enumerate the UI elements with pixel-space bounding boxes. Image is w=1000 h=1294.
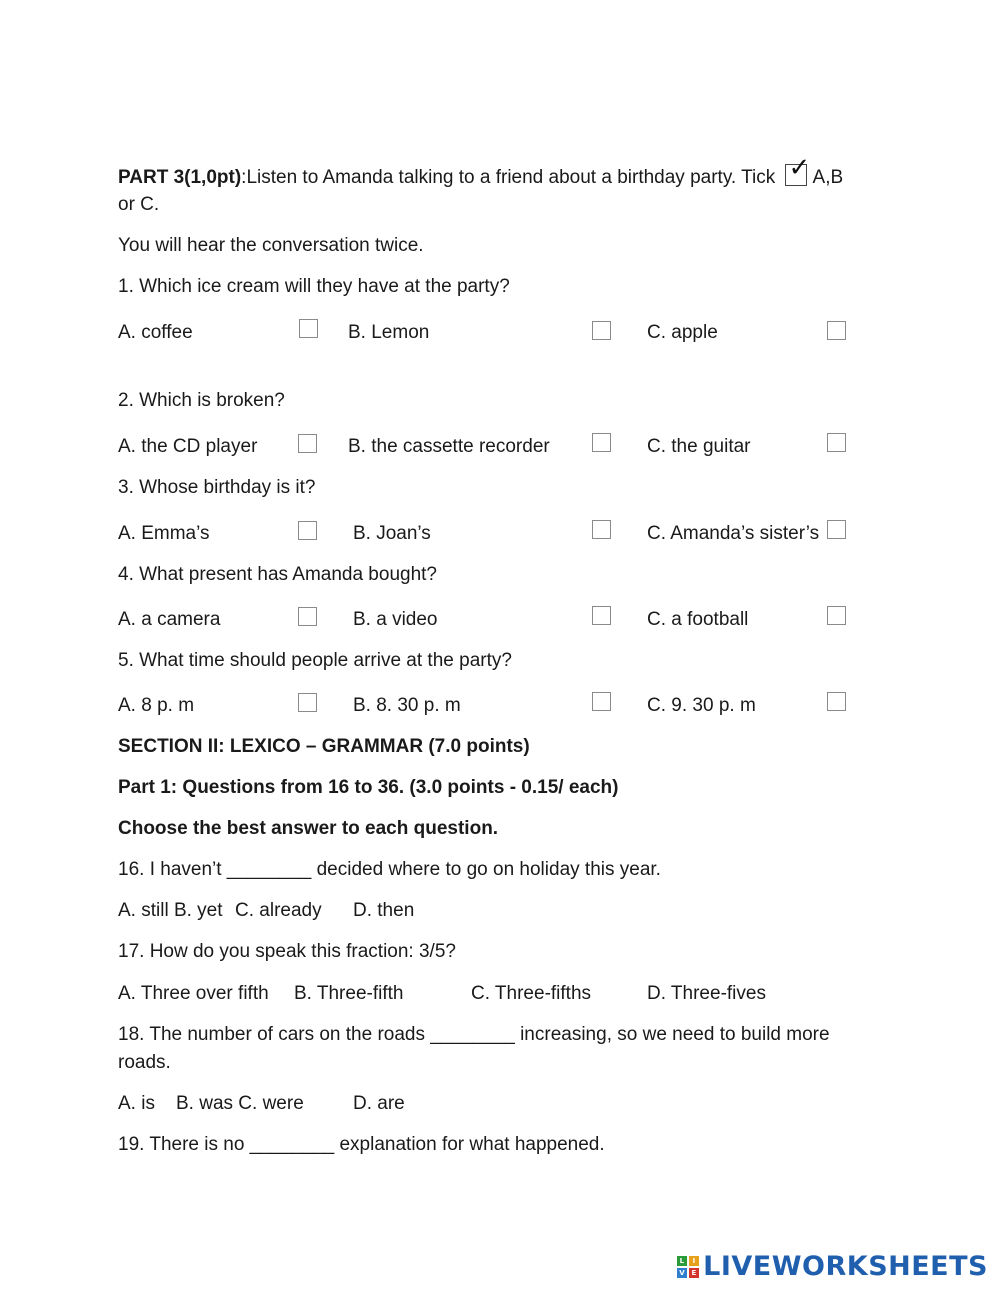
q3-option-b: B. Joan’s: [353, 523, 431, 544]
question-2: 2. Which is broken?: [118, 390, 285, 411]
logo-letter: V: [677, 1268, 687, 1278]
question-18-wrap: roads.: [118, 1052, 171, 1073]
q3-checkbox-a[interactable]: [298, 521, 317, 540]
q16-option-d: D. then: [353, 900, 415, 921]
question-4: 4. What present has Amanda bought?: [118, 564, 437, 585]
section2-title: SECTION II: LEXICO – GRAMMAR (7.0 points): [118, 736, 530, 757]
question-19: 19. There is no ________ explanation for what happened.: [118, 1134, 605, 1155]
q5-option-a: A. 8 p. m: [118, 695, 195, 716]
q4-option-b: B. a video: [353, 609, 438, 630]
q2-option-b: B. the cassette recorder: [348, 436, 550, 457]
check-icon: ✓: [788, 152, 811, 182]
q4-option-a: A. a camera: [118, 609, 221, 630]
part3-instruction: [118, 152, 844, 191]
section2-instruction: Choose the best answer to each question.: [118, 818, 499, 839]
logo-text: LIVEWORKSHEETS: [703, 1251, 988, 1282]
q18-options-bc: B. was C. were: [176, 1093, 304, 1114]
section2-part1: Part 1: Questions from 16 to 36. (3.0 points - 0.15/ each): [118, 777, 619, 798]
q17-option-a: A. Three over fifth: [118, 983, 269, 1004]
q16-option-c: C. already: [235, 900, 322, 921]
question-1: 1. Which ice cream will they have at the party?: [118, 276, 510, 297]
question-17: 17. How do you speak this fraction: 3/5?: [118, 941, 456, 962]
q2-checkbox-c[interactable]: [827, 433, 846, 452]
q4-option-c: C. a football: [647, 609, 749, 630]
q16-options-ab: A. still B. yet: [118, 900, 223, 921]
q5-checkbox-a[interactable]: [298, 693, 317, 712]
q1-option-b: B. Lemon: [348, 322, 430, 343]
question-16: 16. I haven’t ________ decided where to go on holiday this year.: [118, 859, 661, 880]
part3-instruction-end: A,B: [812, 167, 844, 188]
logo-icon: [677, 1256, 699, 1278]
tick-box-icon: [785, 152, 811, 186]
question-3: 3. Whose birthday is it?: [118, 477, 316, 498]
logo-letter: E: [689, 1268, 699, 1278]
q2-checkbox-a[interactable]: [298, 434, 317, 453]
logo-letter: I: [689, 1256, 699, 1266]
q5-checkbox-c[interactable]: [827, 692, 846, 711]
q3-checkbox-c[interactable]: [827, 520, 846, 539]
q18-option-d: D. are: [353, 1093, 405, 1114]
q17-option-d: D. Three-fives: [647, 983, 766, 1004]
q5-checkbox-b[interactable]: [592, 692, 611, 711]
q1-checkbox-a[interactable]: [299, 319, 318, 338]
liveworksheets-logo: [677, 1251, 988, 1282]
question-18: 18. The number of cars on the roads ________ increasing, so we need to build more: [118, 1024, 830, 1045]
q5-option-b: B. 8. 30 p. m: [353, 695, 461, 716]
q3-checkbox-b[interactable]: [592, 520, 611, 539]
part3-note: You will hear the conversation twice.: [118, 235, 424, 256]
q4-checkbox-c[interactable]: [827, 606, 846, 625]
q17-option-c: C. Three-fifths: [471, 983, 592, 1004]
part3-instruction-wrap: or C.: [118, 194, 160, 215]
part3-instruction-text: :Listen to Amanda talking to a friend about a birthday party. Tick: [241, 167, 776, 188]
part3-heading: PART 3(1,0pt): [118, 167, 242, 188]
q3-option-a: A. Emma’s: [118, 523, 210, 544]
logo-letter: L: [677, 1256, 687, 1266]
question-5: 5. What time should people arrive at the party?: [118, 650, 512, 671]
q17-option-b: B. Three-fifth: [294, 983, 404, 1004]
q2-option-c: C. the guitar: [647, 436, 751, 457]
q2-option-a: A. the CD player: [118, 436, 258, 457]
q3-option-c: C. Amanda’s sister’s: [647, 523, 820, 544]
q4-checkbox-a[interactable]: [298, 607, 317, 626]
q2-checkbox-b[interactable]: [592, 433, 611, 452]
q1-option-c: C. apple: [647, 322, 718, 343]
q5-option-c: C. 9. 30 p. m: [647, 695, 756, 716]
q18-option-a: A. is: [118, 1093, 155, 1114]
q1-checkbox-c[interactable]: [827, 321, 846, 340]
q4-checkbox-b[interactable]: [592, 606, 611, 625]
q1-option-a: A. coffee: [118, 322, 193, 343]
q1-checkbox-b[interactable]: [592, 321, 611, 340]
